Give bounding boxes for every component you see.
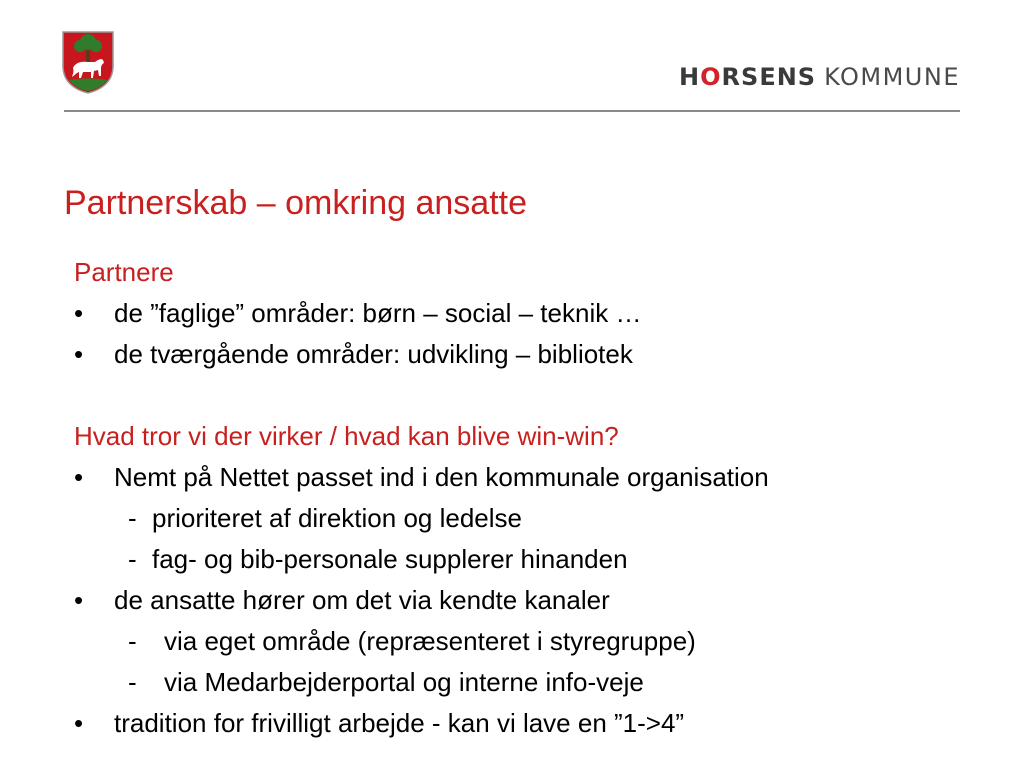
bullet-item: [74, 457, 994, 498]
brand-bold-h: H: [679, 63, 701, 91]
bullet-text: Nemt på Nettet passet ind i den kommunale organisation: [114, 462, 769, 492]
bullet-mark: •: [74, 298, 84, 328]
sub-item-text: prioriteret af direktion og ledelse: [152, 503, 522, 533]
horsens-crest-icon: [61, 30, 115, 94]
sub-item-text: via Medarbejderportal og interne info-veje: [164, 667, 644, 697]
bullet-text: tradition for frivilligt arbejde - kan vi lave en ”1->4”: [114, 708, 685, 738]
spacer: [74, 375, 994, 416]
bullet-item: [74, 293, 994, 334]
dash-mark: -: [128, 544, 137, 574]
bullet-item: [74, 703, 994, 744]
header-divider: [64, 110, 960, 112]
brand-bold-o: O: [700, 63, 722, 91]
bullet-mark: •: [74, 339, 84, 369]
section-heading-partnere: Partnere: [74, 257, 174, 287]
sub-item-text: fag- og bib-personale supplerer hinanden: [152, 544, 628, 574]
slide-body: [74, 252, 994, 744]
sub-item: [74, 498, 994, 539]
bullet-mark: •: [74, 462, 84, 492]
dash-mark: -: [128, 503, 137, 533]
sub-item: [74, 539, 994, 580]
dash-mark: -: [128, 626, 137, 656]
sub-item: [74, 621, 994, 662]
bullet-item: [74, 580, 994, 621]
brand-bold-rest: RSENS: [721, 63, 817, 91]
dash-mark: -: [128, 667, 137, 697]
horsens-kommune-logo: [679, 62, 960, 92]
bullet-mark: •: [74, 585, 84, 615]
bullet-item: [74, 334, 994, 375]
bullet-mark: •: [74, 708, 84, 738]
brand-light: KOMMUNE: [824, 63, 960, 91]
bullet-text: de tværgående områder: udvikling – bibliotek: [114, 339, 633, 369]
bullet-text: de ansatte hører om det via kendte kanaler: [114, 585, 610, 615]
sub-item: [74, 662, 994, 703]
bullet-text: de ”faglige” områder: børn – social – teknik …: [114, 298, 642, 328]
sub-item-text: via eget område (repræsenteret i styregruppe): [164, 626, 696, 656]
section-heading-win-win: Hvad tror vi der virker / hvad kan blive win-win?: [74, 421, 619, 451]
slide-title: Partnerskab – omkring ansatte: [64, 184, 528, 222]
